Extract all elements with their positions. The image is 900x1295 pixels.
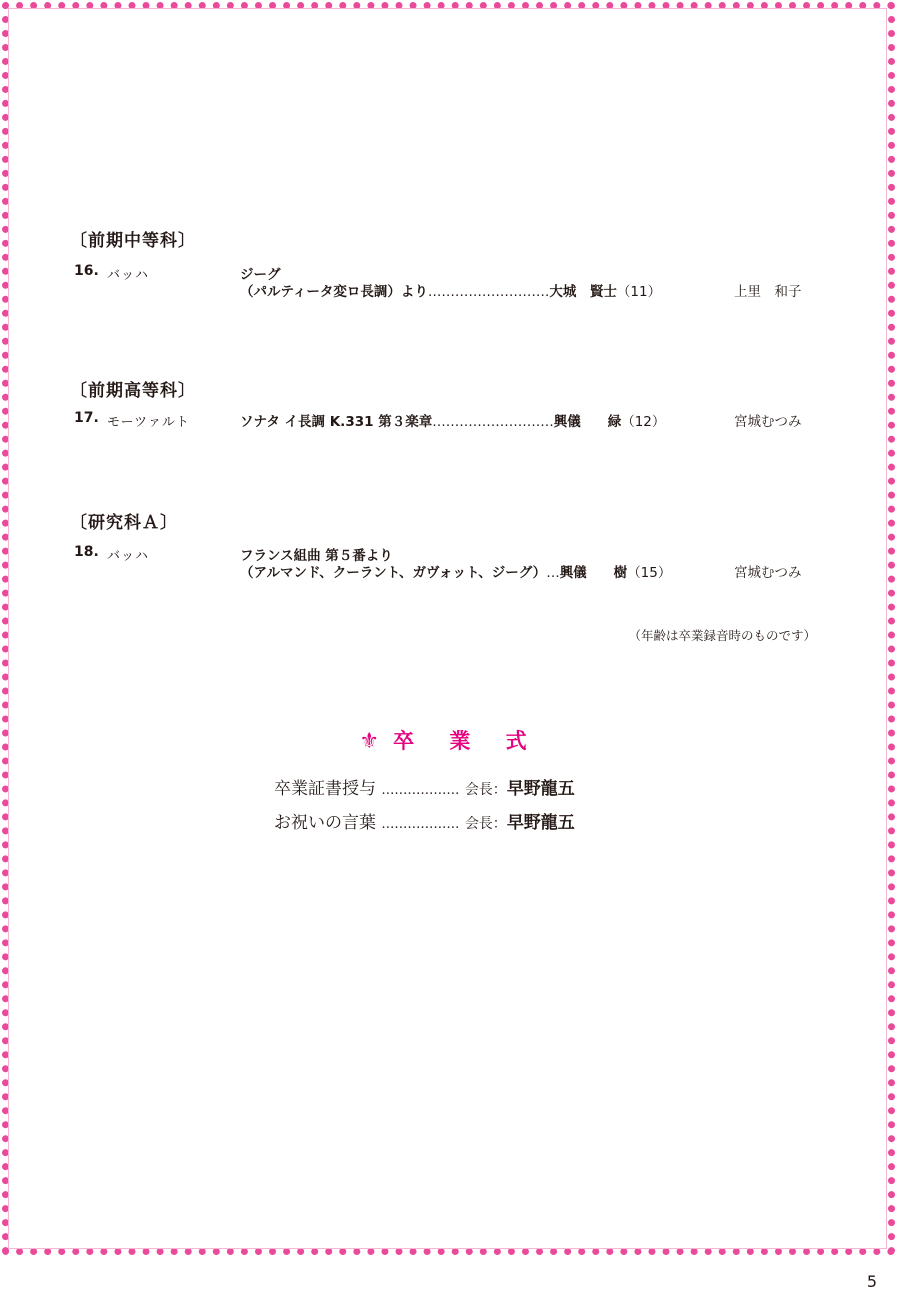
entry-teacher: 宮城むつみ [734, 565, 802, 581]
page-number: 5 [866, 1272, 877, 1291]
entry-composer: モーツァルト [107, 415, 190, 430]
entry-composer: バッハ [107, 268, 150, 283]
entry-age: （15） [627, 565, 672, 581]
entry-piece-title: ジーグ [240, 267, 281, 283]
leader-dots: ……………… [381, 783, 460, 798]
entry-age: （12） [621, 414, 666, 430]
fleur-de-lis-icon: ⚜ [359, 729, 394, 754]
ceremony-item-role: 会長： [464, 816, 507, 832]
entry-piece-title: フランス組曲 第５番より [240, 548, 393, 564]
entry-number: 18. [74, 544, 99, 560]
entry-teacher: 上里 和子 [734, 284, 802, 300]
ceremony-item-name: 早野龍五 [506, 779, 575, 799]
entry-performer: 興儀 樹 [559, 565, 628, 581]
leader-dots: … [546, 565, 560, 581]
leader-dots: ……………… [381, 817, 460, 832]
section-heading-zenki-chuto: 〔前期中等科〕 [70, 231, 196, 251]
entry-teacher: 宮城むつみ [734, 414, 802, 430]
leader-dots: ……………………… [427, 284, 550, 300]
ceremony-item-label: 卒業証書授与 [274, 779, 376, 799]
entry-piece-subtitle: （パルティータ変ロ長調）より [240, 284, 428, 300]
entry-number: 17. [74, 410, 99, 426]
entry-piece-subtitle: （アルマンド、クーラント、ガヴォット、ジーグ） [240, 565, 547, 581]
ceremony-item-congratulations [274, 808, 575, 833]
entry-performer: 大城 賢士 [549, 284, 617, 300]
entry-piece-line [240, 410, 665, 430]
entry-performer: 興儀 緑 [553, 414, 622, 430]
ceremony-item-diploma [274, 774, 575, 799]
ceremony-item-role: 会長： [464, 782, 507, 798]
age-note: （年齢は卒業録音時のものです） [628, 628, 816, 643]
entry-number: 16. [74, 263, 99, 279]
entry-piece-title: ソナタ イ長調 K.331 第３楽章 [240, 414, 433, 430]
entry-age: （11） [616, 284, 662, 300]
entry-piece-line [240, 561, 671, 581]
ceremony-heading [0, 725, 900, 755]
ceremony-title: 卒 業 式 [393, 729, 541, 753]
leader-dots: ……………………… [432, 414, 554, 430]
entry-composer: バッハ [107, 549, 150, 564]
section-heading-kenkyuka-a: 〔研究科Ａ〕 [70, 513, 178, 533]
ceremony-item-name: 早野龍五 [506, 813, 575, 833]
section-heading-zenki-koto: 〔前期高等科〕 [70, 381, 196, 401]
ceremony-item-label: お祝いの言葉 [274, 813, 376, 833]
entry-piece-line [240, 280, 661, 300]
